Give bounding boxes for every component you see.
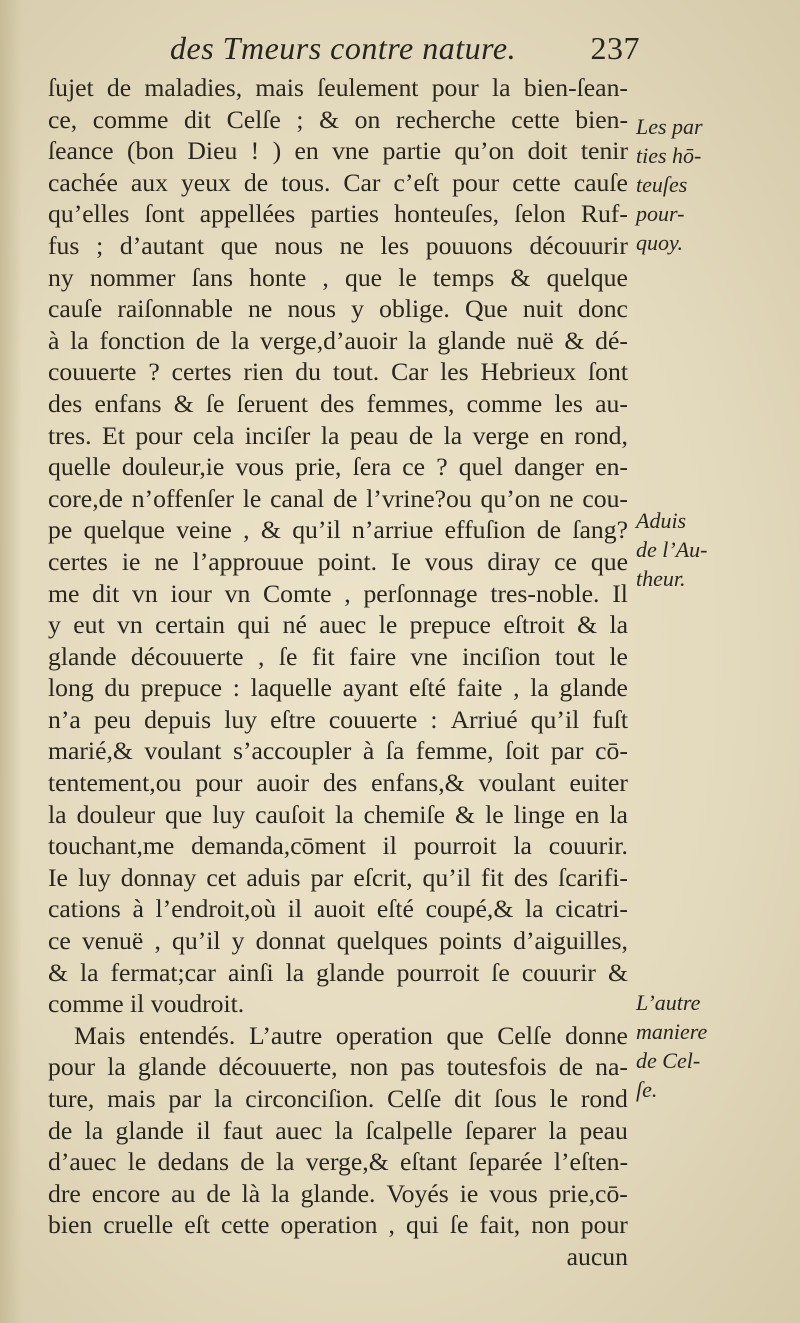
text-line: core,de n’offenſer le canal de l’vrine?ou qu’on ne cou- [48,483,628,513]
margin-note-line: maniere [636,1019,708,1044]
margin-note-line: de Cel- [636,1048,701,1073]
margin-note-line: pour- [636,201,685,226]
margin-note-line: quoy. [636,230,684,255]
text-line: tres. Et pour cela inciſer la peau de la verge en rond, [48,420,628,450]
text-line: bien cruelle eſt cette operation , qui ſe fait, non pour [48,1210,628,1240]
text-line: fus ; d’autant que nous ne les pouuons découurir [48,230,628,260]
text-line: des enfans & ſe ſeruent des femmes, comme les au- [48,388,628,418]
margin-note-line: ſe. [636,1077,658,1102]
text-line: à la fonction de la verge,d’auoir la glande nuë & dé- [48,325,628,355]
text-line: pour la glande découuerte, non pas toutesfois de na- [48,1052,628,1082]
text-line: d’auec le dedans de la verge,& eſtant ſeparée l’eſten- [48,1147,628,1177]
text-line: n’a peu depuis luy eſtre couuerte : Arriué qu’il fuſt [48,704,628,734]
text-line: glande découuerte , ſe fit faire vne inciſion tout le [48,641,628,671]
text-line: quelle douleur,ie vous prie, ſera ce ? quel danger en- [48,452,628,482]
margin-note-line: Les par [636,114,703,139]
text-line: ture, mais par la circonciſion. Celſe dit ſous le rond [48,1084,628,1113]
margin-note-line: ties hō- [636,143,702,168]
text-line: couuerte ? certes rien du tout. Car les Hebrieux ſont [48,357,628,387]
text-line: Ie luy donnay cet aduis par eſcrit, qu’il fit des ſcarifi- [48,862,628,892]
margin-note-parties-honteuses [636,112,736,257]
text-line: & la fermat;car ainſi la glande pourroit ſe couurir & [48,957,628,987]
text-line: y eut vn certain qui né auec le prepuce eſtroit & la [48,610,628,640]
page-number: 237 [590,30,640,66]
margin-note-aduis-auteur [636,506,736,593]
text-line: pe quelque veine , & qu’il n’arriue effuſion de ſang? [48,515,628,545]
text-line: qu’elles ſont appellées parties honteuſes, ſelon Ruf- [48,199,628,229]
text-line: touchant,me demanda,cōment il pourroit la couurir. [48,831,628,861]
text-line: ſujet de maladies, mais ſeulement pour la bien-ſean- [48,73,628,102]
running-title: des Tmeurs contre nature. [170,30,517,66]
text-line: Mais entendés. L’autre operation que Celſe donne [74,1020,628,1050]
main-text-block [48,72,628,1273]
text-line: ce venuë , qu’il y donnat quelques points d’aiguilles, [48,926,628,956]
text-line: cauſe raiſonnable ne nous y oblige. Que nuit donc [48,294,628,324]
text-line: me dit vn iour vn Comte , perſonnage tres-noble. Il [48,578,628,608]
margin-note-autre-maniere [636,988,736,1104]
text-line: ſeance (bon Dieu ! ) en vne partie qu’on doit tenir [48,136,628,166]
text-line: comme il voudroit. [48,989,245,1019]
running-header [170,30,640,70]
margin-note-line: theur. [636,566,686,591]
text-line: cations à l’endroit,où il auoit eſté coupé,& la cicatri- [48,894,628,924]
text-line: marié,& voulant s’accoupler à ſa femme, ſoit par cō- [48,736,628,766]
text-line: certes ie ne l’approuue point. Ie vous diray ce que [48,546,628,576]
text-line: ny nommer ſans honte , que le temps & quelque [48,262,628,292]
text-line: la douleur que luy cauſoit la chemiſe & le linge en la [48,799,628,829]
text-line: ce, comme dit Celſe ; & on recherche cette bien- [48,104,628,134]
margin-note-line: Aduis [636,508,687,533]
page-gutter-shadow [0,0,22,1323]
text-line: dre encore au de là la glande. Voyés ie vous prie,cō- [48,1178,628,1208]
text-line: de la glande il faut auec la ſcalpelle ſeparer la peau [48,1115,628,1145]
margin-note-line: de l’Au- [636,537,708,562]
margin-note-line: L’autre [636,990,701,1015]
text-line: tentement,ou pour auoir des enfans,& voulant euiter [48,768,628,798]
margin-note-line: teuſes [636,172,688,197]
text-line: long du prepuce : laquelle ayant eſté faite , la glande [48,673,628,703]
text-line: cachée aux yeux de tous. Car c’eſt pour cette cauſe [48,167,628,197]
text-line: aucun [566,1241,628,1271]
